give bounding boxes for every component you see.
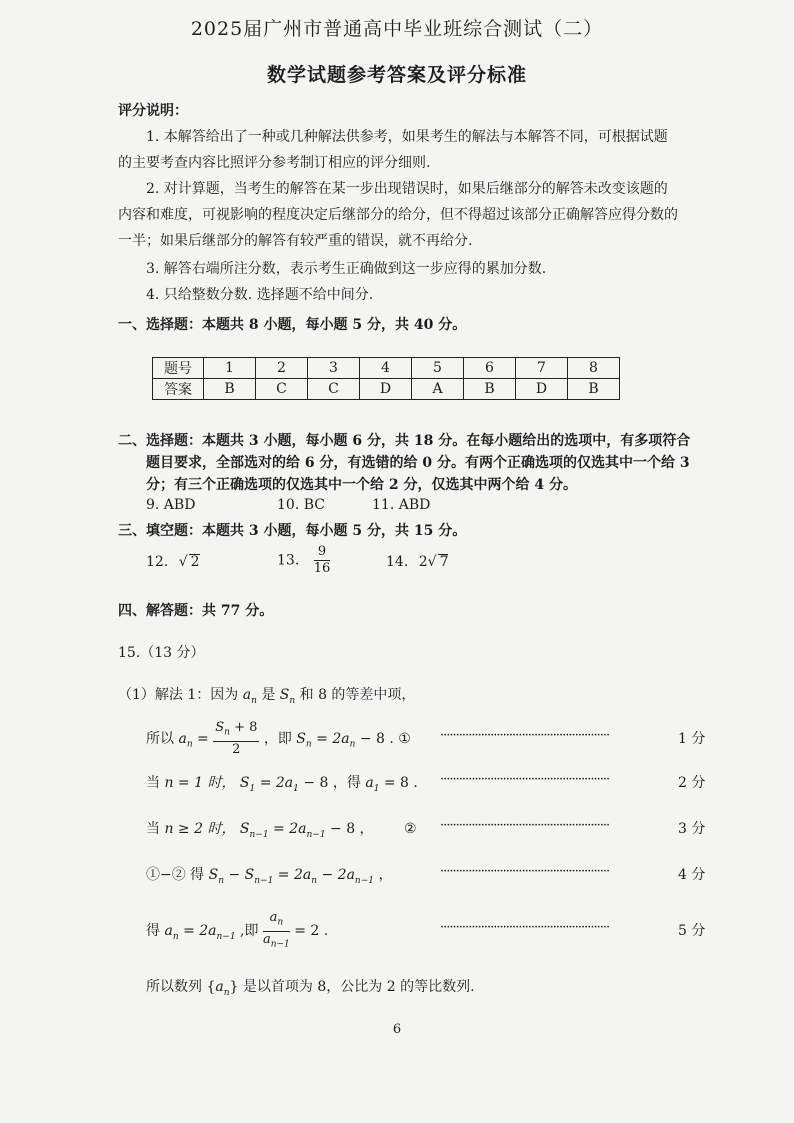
question-number: 13. [277, 552, 300, 569]
fill-blank-13 [277, 544, 330, 577]
subscript: 1 [293, 783, 299, 794]
text: − S [228, 867, 255, 883]
var-a: a [269, 910, 278, 925]
solution-intro [118, 684, 415, 706]
subscript: n [251, 695, 257, 706]
var-s: S [239, 775, 250, 791]
solution-line-6: 所以数列 $\{a_n\}$ 是以首项为 8，公比为 2 的等比数列. [146, 979, 475, 998]
table-cell: 2 [256, 358, 308, 379]
subscript: n [223, 987, 230, 998]
note-3: 3. 解答右端所注分数，表示考生正确做到这一步应得的累加分数. [146, 261, 547, 277]
var-a: a [178, 730, 187, 747]
fill-blank-12: 12. √ 2 [146, 554, 200, 570]
notes-heading: 评分说明： [118, 103, 188, 119]
text: 所以 [146, 730, 174, 747]
score-leader: ······················································ [440, 818, 610, 833]
document-title: 2025届广州市普通高中毕业班综合测试（二） [190, 18, 604, 40]
section2-line-2: 题目要求，全部选对的给 6 分，有选错的给 0 分。有两个正确选项的仅选其中一个给 3 [146, 455, 690, 471]
note-1a: 1. 本解答给出了一种或几种解法供参考，如果考生的解法与本解答不同，可根据试题 [146, 129, 668, 145]
answer-11: 11. ABD [372, 497, 431, 513]
subscript: n [349, 739, 356, 750]
subscript: n [289, 695, 296, 706]
text: = 2a [273, 821, 307, 837]
text: + 8 [234, 720, 258, 735]
note-1b: 的主要考查内容比照评分参考制订相应的评分细则. [118, 155, 431, 171]
table-row [153, 379, 620, 400]
text: 当 [146, 821, 160, 837]
var-s: S [296, 730, 306, 747]
subscript: n−1 [270, 939, 290, 950]
text: ， [378, 867, 393, 883]
text: （1）解法 1：因为 [118, 687, 239, 703]
note-2c: 一半；如果后继部分的解答有较严重的错误，就不再给分. [118, 233, 473, 249]
question-15-heading: 15.（13 分） [118, 645, 205, 661]
text: = 2a [183, 923, 217, 940]
var-s: S [215, 720, 225, 735]
fraction-denominator: 2 [232, 741, 241, 757]
table-header-cell: 题号 [153, 358, 204, 379]
answer-10: 10. BC [277, 497, 325, 513]
solution-line-1: 所以 $a_n$ = $\frac{S_n + 8}{2}$ ，即 $S_n = 2a_n - 8$ . ① [146, 720, 411, 757]
subscript: n−1 [306, 829, 326, 840]
text: 是 [261, 687, 276, 703]
text: = 2a [259, 775, 294, 791]
text: = 8 . [383, 775, 418, 791]
text: 当 [146, 775, 160, 791]
fill-blank-14: 14. 2√ 7 [386, 554, 449, 570]
solution-line-3 [146, 818, 417, 840]
text: 是以首项为 8，公比为 2 的等比数列. [242, 979, 475, 995]
text: n = 1 时， [164, 775, 236, 791]
subscript: n [218, 875, 225, 886]
text: ② [404, 821, 417, 837]
score-3: 3 分 [678, 821, 706, 837]
var-a: a [242, 687, 252, 703]
table-row [153, 358, 620, 379]
text: 和 8 的等差中项， [299, 687, 416, 703]
sqrt-radicand: 7 [439, 554, 449, 570]
solution-line-2 [146, 772, 418, 794]
table-cell: 1 [204, 358, 256, 379]
table-cell: A [412, 379, 464, 400]
note-2b: 内容和难度，可视影响的程度决定后继部分的给分，但不得超过该部分正确解答应得分数的 [118, 207, 678, 223]
table-cell: 8 [568, 358, 620, 379]
subscript: n [224, 727, 230, 738]
table-cell: 7 [516, 358, 568, 379]
text: − 2a [321, 867, 355, 883]
answer-9: 9. ABD [146, 497, 196, 513]
subscript: n [172, 931, 179, 942]
var-a: a [164, 923, 173, 940]
text: 得 [146, 923, 160, 940]
table-cell: C [308, 379, 360, 400]
section2-line-1: 二、选择题：本题共 3 小题，每小题 6 分，共 18 分。在每小题给出的选项中，有多项符合 [118, 433, 691, 449]
var-s: S [208, 867, 219, 883]
var-a: a [215, 979, 224, 995]
text: n ≥ 2 时， [164, 821, 236, 837]
score-1: 1 分 [678, 731, 706, 747]
table-cell: D [516, 379, 568, 400]
section1-heading: 一、选择题：本题共 8 小题，每小题 5 分，共 40 分。 [118, 317, 467, 333]
question-number: 12. [146, 554, 169, 570]
solution-line-4 [146, 864, 392, 886]
subscript: n−1 [249, 829, 269, 840]
text: 所以数列 [146, 979, 202, 995]
text: − 8 . ① [359, 730, 411, 747]
text: ,即 [240, 923, 259, 940]
section3-heading: 三、填空题：本题共 3 小题，每小题 5 分，共 15 分。 [118, 523, 467, 539]
var-s: S [239, 821, 250, 837]
section2-line-3: 分；有三个正确选项的仅选其中一个给 2 分，仅选其中两个给 4 分。 [146, 477, 577, 493]
var-a: a [365, 775, 374, 791]
score-leader: ······················································ [440, 728, 610, 743]
var-s: S [279, 687, 290, 703]
table-cell: 4 [360, 358, 412, 379]
text: ，即 [263, 730, 292, 747]
text: − 8 ， [330, 821, 374, 837]
table-cell: 5 [412, 358, 464, 379]
page-number: 6 [392, 1022, 402, 1037]
fraction-numerator: 9 [314, 544, 331, 561]
solution-line-5 [146, 910, 328, 952]
text: = 2a [316, 730, 350, 747]
document-subtitle: 数学试题参考答案及评分标准 [266, 64, 527, 86]
subscript: n−1 [216, 931, 236, 942]
score-4: 4 分 [678, 867, 706, 883]
fraction-denominator: 16 [313, 561, 331, 576]
table-header-cell: 答案 [153, 379, 204, 400]
table-cell: B [464, 379, 516, 400]
table-cell: D [360, 379, 412, 400]
question-number: 14. [386, 554, 409, 570]
text: − 8 ，得 [303, 775, 361, 791]
subscript: n−1 [254, 875, 274, 886]
table-cell: 6 [464, 358, 516, 379]
sqrt-radicand: 2 [190, 554, 200, 570]
table-cell: B [204, 379, 256, 400]
score-5: 5 分 [678, 923, 706, 939]
table-cell: 3 [308, 358, 360, 379]
answer-table [152, 357, 620, 400]
table-cell: B [568, 379, 620, 400]
text: = 2a [277, 867, 312, 883]
text: ①−② 得 [146, 867, 205, 883]
subscript: 1 [249, 783, 256, 794]
subscript: n [311, 875, 318, 886]
subscript: n [305, 739, 312, 750]
text: = 2 . [294, 923, 329, 940]
score-leader: ······················································ [440, 920, 610, 935]
subscript: 1 [373, 783, 380, 794]
subscript: n [277, 917, 284, 928]
var-a: a [262, 931, 271, 947]
subscript: n [186, 739, 193, 750]
note-4: 4. 只给整数分数. 选择题不给中间分. [146, 287, 374, 303]
table-cell: C [256, 379, 308, 400]
score-leader: ······················································ [440, 772, 610, 787]
sqrt-coefficient: 2 [418, 554, 428, 570]
note-2a: 2. 对计算题，当考生的解答在某一步出现错误时，如果后继部分的解答未改变该题的 [146, 181, 668, 197]
score-leader: ······················································ [440, 864, 610, 879]
section4-heading: 四、解答题：共 77 分。 [118, 603, 274, 619]
subscript: n−1 [354, 875, 374, 886]
score-2: 2 分 [678, 775, 706, 791]
